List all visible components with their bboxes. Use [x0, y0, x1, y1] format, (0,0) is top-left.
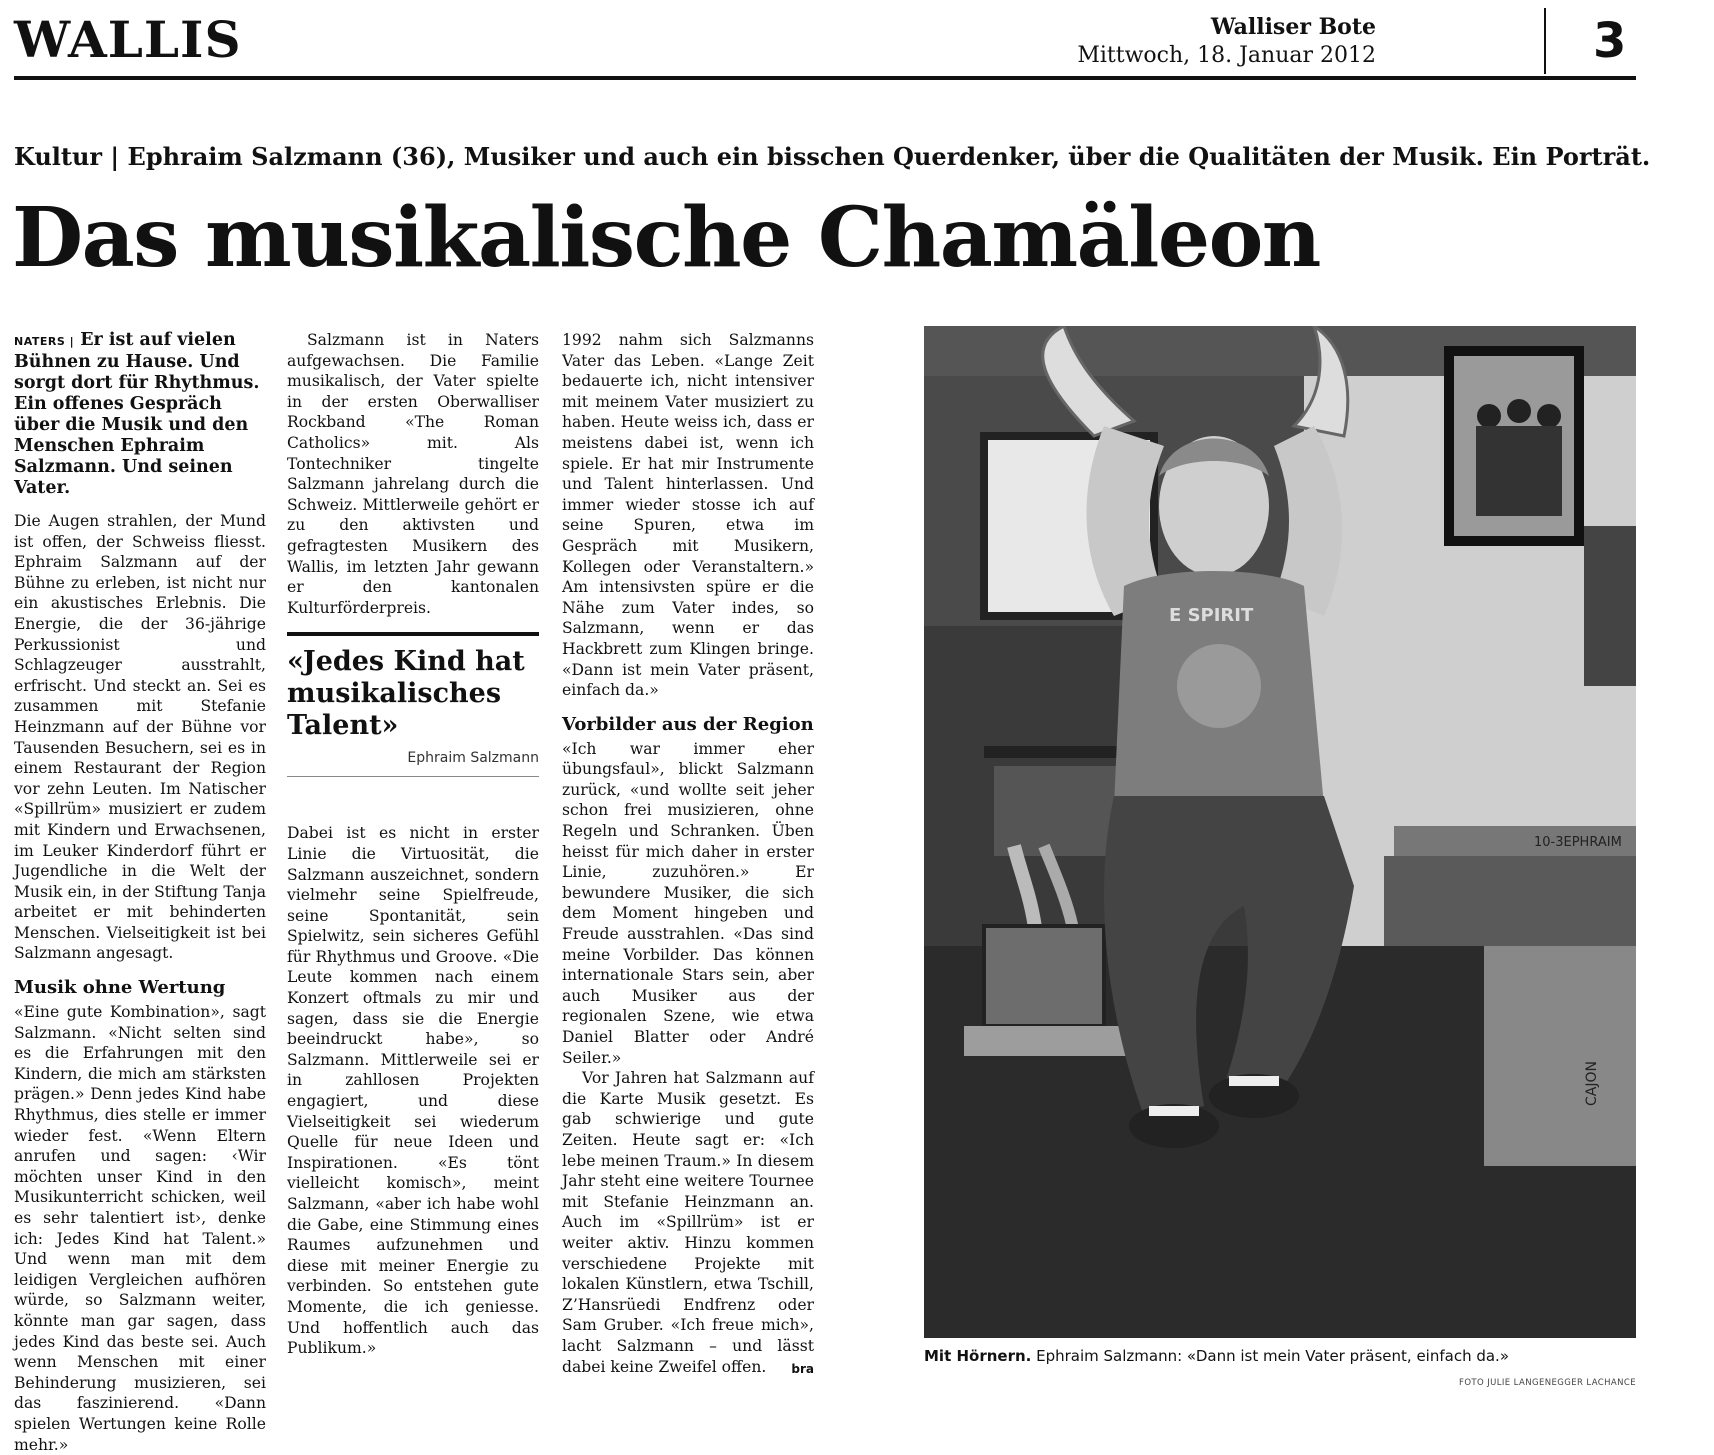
- article-photo: [924, 326, 1636, 1338]
- caption-bold: Mit Hörnern.: [924, 1347, 1032, 1365]
- shirt-print: E SPIRIT: [1169, 605, 1254, 626]
- pull-quote-author: Ephraim Salzmann: [287, 748, 539, 777]
- lead-paragraph: [14, 330, 266, 499]
- body-paragraph-5: 1992 nahm sich Salzmanns Vater das Leben. «Lange Zeit bedauerte ich, nicht intensiver mit meinem Vater musiziert zu haben. Heute weiss ich, dass er meistens dabei ist, wenn ich spiele. Er hat mir Instrumente und Talent hinterlassen. Und immer wieder stosse ich auf seine Spuren, etwa im Gespräch mit Musikern, Kollegen oder Veranstaltern.» Am intensivsten spüre er die Nähe zum Vater indes, so Salzmann, wenn er das Hackbrett zum Klingen bringe. «Dann ist mein Vater präsent, einfach da.»: [562, 331, 814, 700]
- caption-text: Ephraim Salzmann: «Dann ist mein Vater präsent, einfach da.»: [1031, 1347, 1510, 1365]
- pull-quote: [287, 632, 539, 777]
- body-paragraph-2: «Eine gute Kombination», sagt Salzmann. «Nicht selten sind es die Erfahrungen mit den Kindern, die mich am stärksten prägen.» Denn jedes Kind habe Rhythmus, dies stelle er immer wieder fest. «Wenn Eltern anrufen und sagen: ‹Wir möchten unser Kind in den Musikunterricht schicken, weil es sehr talentiert ist›, denke ich: Jedes Kind hat Talent.» Und wenn man mit dem leidigen Vergleichen aufhören würde, so Salzmann weiter, könnte man gar sagen, dass jedes Kind das beste sei. Auch wenn Menschen mit einer Behinderung musizieren, sei das faszinierend. «Dann spielen Wertungen keine Rolle mehr.»: [14, 1003, 266, 1454]
- body-paragraph-3: Salzmann ist in Naters aufgewachsen. Die Familie musikalisch, der Vater spielte in der ersten Oberwalliser Rockband «The Roman Catholics» mit. Als Tontechniker tingelte Salzmann jahrelang durch die Schweiz. Mittlerweile gehört er zu den aktivsten und gefragtesten Musikern des Wallis, im letzten Jahr gewann er den kantonalen Kulturförderpreis.: [287, 331, 539, 617]
- body-paragraph-1: Die Augen strahlen, der Mund ist offen, der Schweiss fliesst. Ephraim Salzmann auf der Bühne zu erleben, ist nicht nur ein akustisches Erlebnis. Die Energie, die der 36-jährige Perkussionist und Schlagzeuger ausstrahlt, erfrischt. Und steckt an. Sei es zusammen mit Stefanie Heinzmann auf der Bühne vor Tausenden Besuchern, sei es in einem Restaurant der Region vor zehn Leuten. Im Natischer «Spillrüm» musiziert er zudem mit Kindern und Erwachsenen, im Leuker Kinderdorf führt er Jugendliche in die Welt der Musik ein, in der Stiftung Tanja arbeitet er mit behinderten Menschen. Vielseitigkeit ist bei Salzmann angesagt.: [14, 512, 266, 963]
- body-paragraph-4: Dabei ist es nicht in erster Linie die Virtuosität, die Salzmann auszeichnet, sondern vielmehr seine Spielfreude, seine Spontanität, sein Spielwitz, sein sicheres Gefühl für Rhythmus und Groove. «Die Leute kommen nach einem Konzert oftmals zu mir und sagen, dass sie die Energie beeindruckt habe», so Salzmann. Mittlerweile sei er in zahllosen Projekten engagiert, und diese Vielseitigkeit sei wiederum Quelle für neue Ideen und Inspirationen. «Es tönt vielleicht komisch», meint Salzmann, «aber ich habe wohl die Gabe, eine Stimmung eines Raumes aufzunehmen und diese mit meiner Energie zu verbinden. So entstehen gute Momente, die ich geniesse. Und hoffentlich auch das Publikum.»: [287, 824, 539, 1358]
- section-name: WALLIS: [14, 10, 242, 69]
- lead-text: Er ist auf vielen Bühnen zu Hause. Und sorgt dort für Rhythmus. Ein offenes Gespräch über die Musik und den Menschen Ephraim Salzmann. Und seinen Vater.: [14, 330, 260, 498]
- subheading-musik-ohne-wertung: Musik ohne Wertung: [14, 977, 226, 999]
- photo-credit: FOTO JULIE LANGENEGGER LACHANCE: [1459, 1378, 1636, 1388]
- kicker: Kultur | Ephraim Salzmann (36), Musiker und auch ein bisschen Querdenker, über die Qualitäten der Musik. Ein Porträt.: [14, 142, 1651, 171]
- publication-date: Mittwoch, 18. Januar 2012: [1077, 43, 1376, 68]
- page-number: 3: [1593, 13, 1627, 69]
- article-column-1: [14, 330, 266, 1455]
- cajon-label: CAJON: [1584, 1061, 1600, 1106]
- subheading-vorbilder: Vorbilder aus der Region: [562, 713, 814, 735]
- newspaper-name: Walliser Bote: [1210, 14, 1376, 40]
- photo-illustration: [924, 326, 1636, 1338]
- byline: bra: [791, 1362, 814, 1377]
- pull-quote-text: «Jedes Kind hat musikalisches Talent»: [287, 646, 525, 742]
- box-label: 10-3EPHRAIM: [1534, 835, 1622, 850]
- body-paragraph-6: «Ich war immer eher übungsfaul», blickt Salzmann zurück, «und wollte seit jeher schon frei musizieren, ohne Regeln und Schranken. Üben heisst für mich daher in erster Linie, zuzuhören.» Er bewundere Musiker, die sich dem Moment hingeben und Freude ausstrahlen. «Das sind meine Vorbilder. Das können internationale Stars sein, aber auch Musiker aus der regionalen Szene, wie etwa Daniel Blatter oder André Seiler.»: [562, 739, 814, 1067]
- dateline: NATERS |: [14, 335, 75, 348]
- article-column-2: [287, 330, 539, 1359]
- headline: Das musikalische Chamäleon: [12, 190, 1320, 286]
- photo-caption: [924, 1346, 1636, 1366]
- masthead-divider: [1544, 8, 1546, 74]
- article-column-3: [562, 330, 814, 1380]
- masthead-rule: [14, 76, 1636, 80]
- body-paragraph-7: Vor Jahren hat Salzmann auf die Karte Musik gesetzt. Es gab schwierige und gute Zeiten. Heute sagt er: «Ich lebe meinen Traum.» In diesem Jahr steht eine weitere Tournee mit Stefanie Heinzmann an. Auch im «Spillrüm» ist er weiter aktiv. Hinzu kommen verschiedene Projekte mit lokalen Künstlern, etwa Tschill, Z’Hansrüedi Endfrenz oder Sam Gruber. «Ich freue mich», lacht Salzmann – und lässt dabei keine Zweifel offen.: [562, 1069, 814, 1376]
